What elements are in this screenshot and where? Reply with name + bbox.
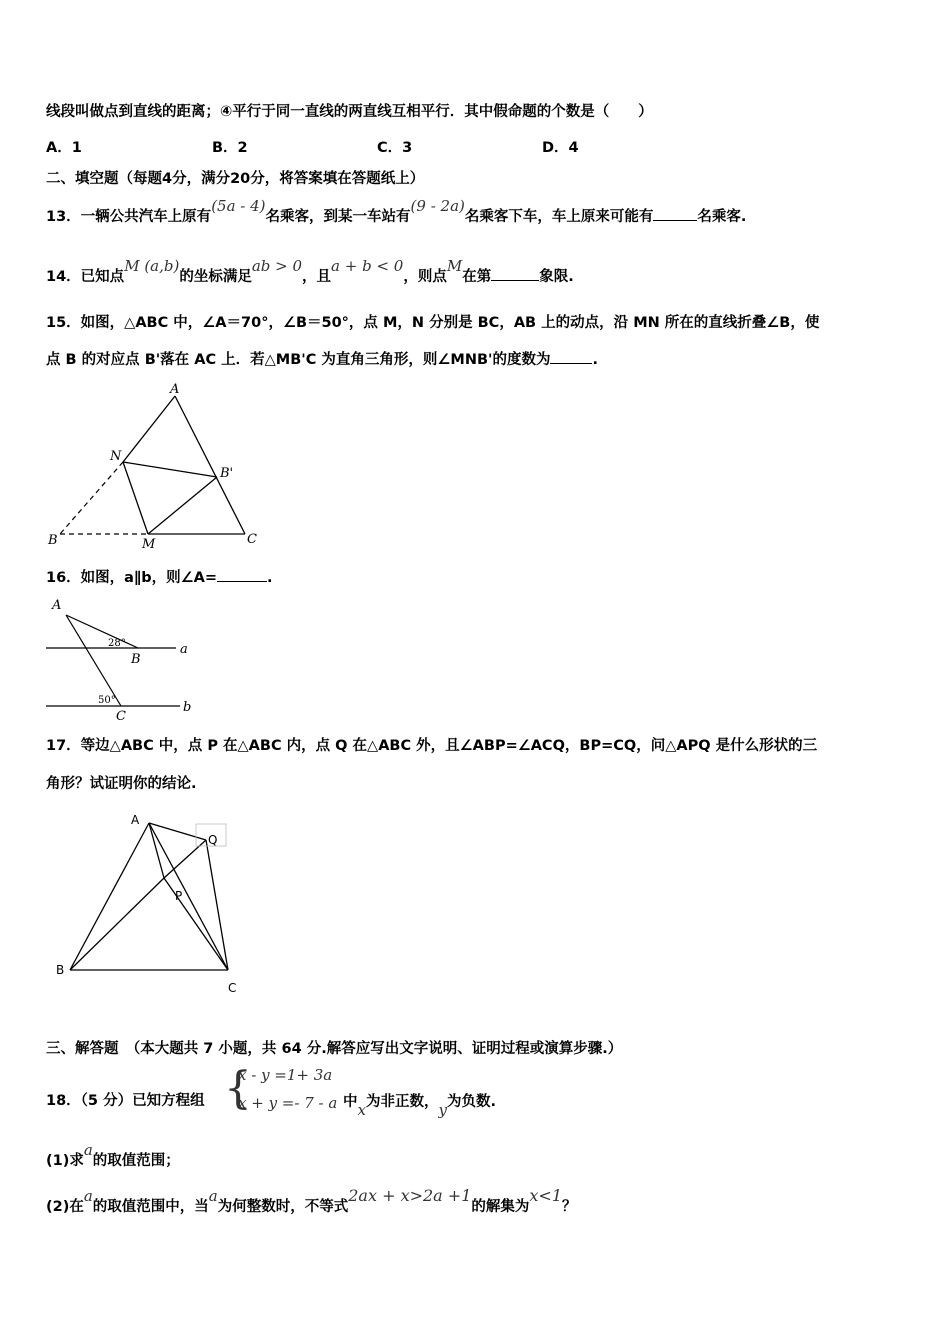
label-b: B [48, 533, 58, 548]
q12-option-d: D．4 [542, 140, 579, 156]
label-c: C [116, 709, 126, 724]
segment-aq [149, 823, 206, 840]
q18-text: 中x为非正数，y为负数. [343, 1094, 496, 1119]
q12-option-a: A．1 [46, 140, 82, 156]
q18-part-2: (2)在a的取值范围中，当a为何整数时，不等式2ax + x>2a +1的解集为x<1？ [46, 1186, 577, 1215]
q12-continuation: 线段叫做点到直线的距离；④平行于同一直线的两直线互相平行．其中假命题的个数是（ ） [46, 104, 653, 120]
var-a: a [83, 1187, 93, 1205]
label-line-b: b [183, 700, 192, 715]
label-p: P [175, 889, 183, 903]
math-expr: M (a,b) [124, 257, 180, 275]
math-expr: (5a - 4) [211, 197, 266, 215]
answer-blank [550, 363, 592, 364]
question-13: 13．一辆公共汽车上原有(5a - 4)名乘客，到某一车站有(9 - 2a)名乘客下车，车上原来可能有 名乘客. [46, 197, 747, 225]
section-2-title: 二、填空题（每题4分，满分20分，将答案填在答题纸上） [46, 171, 425, 187]
label-n: N [110, 449, 122, 464]
segment-pc [164, 878, 228, 970]
segment-ac [66, 615, 121, 706]
equation-1: x - y =1+ 3a [238, 1066, 333, 1084]
question-16: 16．如图，a∥b，则∠A= . [46, 570, 273, 586]
label-a: A [52, 598, 62, 613]
math-expr: M [446, 257, 463, 275]
math-expr: ab > 0 [251, 257, 303, 275]
var-a: a [208, 1187, 218, 1205]
label-c: C [247, 532, 257, 547]
label-q: Q [208, 833, 218, 847]
answer-blank [491, 280, 539, 281]
q15-line-2: 点 B 的对应点 B'落在 AC 上．若△MB'C 为直角三角形，则∠MNB'的度数为 . [46, 352, 598, 368]
label-b-prime: B' [220, 466, 234, 481]
label-a: A [131, 813, 140, 827]
section-3-title: 三、解答题 （本大题共 7 小题，共 64 分.解答应写出文字说明、证明过程或演算步骤.） [46, 1041, 623, 1057]
solution-set: x<1 [529, 1186, 562, 1205]
math-expr: (9 - 2a) [410, 197, 465, 215]
label-m: M [142, 537, 156, 552]
label-b: B [56, 963, 65, 977]
q17-line-1: 17．等边△ABC 中，点 P 在△ABC 内，点 Q 在△ABC 外，且∠ABP=∠ACQ，BP=CQ，问△APQ 是什么形状的三 [46, 738, 818, 754]
q12-option-b: B．2 [212, 140, 248, 156]
side-ab [70, 823, 149, 970]
segment-nm [123, 462, 148, 534]
var-a: a [83, 1141, 93, 1159]
equation-2: x + y =- 7 - a [238, 1094, 338, 1112]
label-a: A [170, 382, 180, 397]
segment-bp [70, 878, 164, 970]
label-line-a: a [180, 642, 188, 657]
q16-figure [40, 592, 210, 727]
q17-figure [50, 806, 250, 1001]
var-y: y [438, 1101, 447, 1119]
question-14: 14．已知点M (a,b)的坐标满足ab > 0，且a + b < 0，则点M在第 象限. [46, 257, 574, 285]
angle-28: 28° [108, 638, 126, 649]
side-ac [175, 396, 245, 534]
math-expr: a + b < 0 [331, 257, 404, 275]
label-c: C [228, 981, 237, 995]
q17-line-2: 角形？试证明你的结论. [46, 776, 197, 792]
side-ab [123, 396, 175, 462]
dashed-nb [60, 462, 123, 534]
q18-label: 18．（5 分）已知方程组 [46, 1093, 205, 1109]
q15-line-1: 15．如图，△ABC 中，∠A＝70°，∠B＝50°，点 M，N 分别是 BC，AB 上的动点，沿 MN 所在的直线折叠∠B，使 [46, 315, 820, 331]
segment-ab [66, 615, 138, 648]
q15-figure [40, 380, 280, 555]
segment-mb1 [148, 477, 217, 534]
answer-blank [217, 581, 267, 582]
label-b: B [131, 652, 141, 667]
segment-nb1 [123, 462, 217, 477]
inequality: 2ax + x>2a +1 [348, 1186, 472, 1205]
var-x: x [357, 1101, 366, 1119]
q18-part-1: (1)求a的取值范围； [46, 1141, 180, 1169]
answer-blank [653, 220, 697, 221]
system-brace: { [224, 1063, 252, 1114]
angle-50: 50° [98, 695, 116, 706]
q12-option-c: C．3 [377, 140, 413, 156]
segment-ap [149, 823, 164, 878]
